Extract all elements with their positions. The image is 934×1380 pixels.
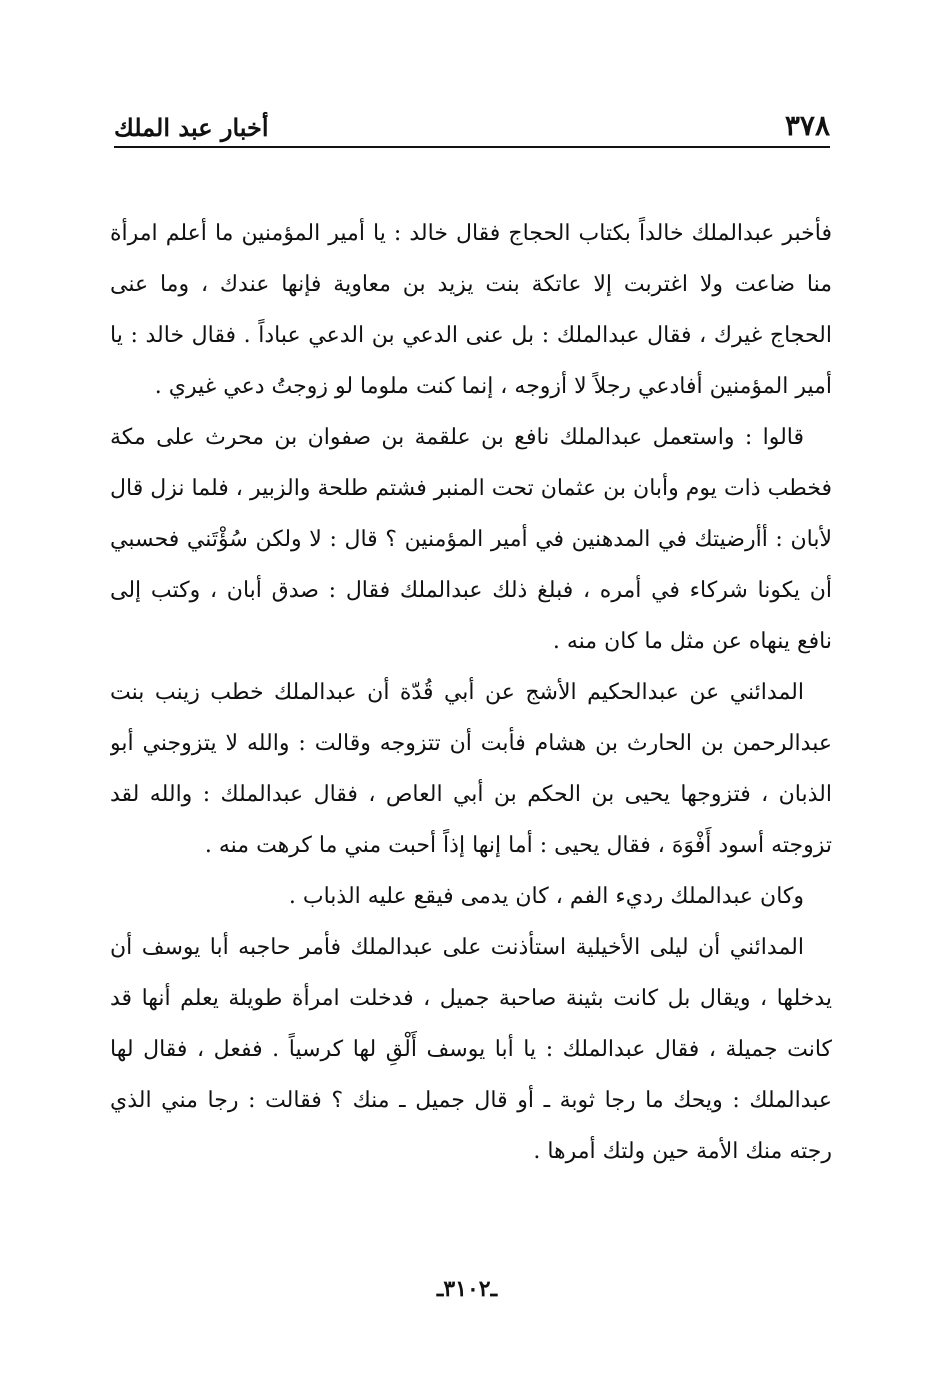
paragraph: وكان عبدالملك رديء الفم ، كان يدمى فيقع عليه الذباب . [288,884,804,909]
page-number: ٣٧٨ [784,109,830,142]
paragraph: فأخبر عبدالملك خالداً بكتاب الحجاج فقال خالد : يا أمير المؤمنين ما أعلم امرأة منا ضاعت ولا اغتربت إلا عاتكة بنت يزيد بن معاوية فإنها عندك ، وما عنى الحجاج غيرك ، فقال عبدالملك : بل عنى الدعي بن الدعي عباداً . فقال خالد : يا أمير المؤمنين أفادعي رجلاً لا أزوجه ، إنما كنت ملوما لو زوجتُ دعي غيري . [110,221,832,399]
running-title: أخبار عبد الملك [114,113,269,142]
paragraph: قالوا : واستعمل عبدالملك نافع بن علقمة بن صفوان بن محرث على مكة فخطب ذات يوم وأبان بن عثمان تحت المنبر فشتم طلحة والزبير ، فلما نزل قال لأبان : أأرضيتك في المدهنين في أمير المؤمنين ؟ قال : لا ولكن سُؤْتَني فحسبي أن يكونا شركاء في أمره ، فبلغ ذلك عبدالملك فقال : صدق أبان ، وكتب إلى نافع ينهاه عن مثل ما كان منه . [110,425,832,654]
paragraph: المدائني أن ليلى الأخيلية استأذنت على عبدالملك فأمر حاجبه أبا يوسف أن يدخلها ، ويقال بل كانت بثينة صاحبة جميل ، فدخلت امرأة طويلة يعلم أنها قد كانت جميلة ، فقال عبدالملك : يا أبا يوسف أَلْقِ لها كرسياً . ففعل ، فقال لها عبدالملك : ويحك ما رجا ثوبة ـ أو قال جميل ـ منك ؟ فقالت : رجا مني الذي رجته منك الأمة حين ولتك أمرها . [110,935,832,1164]
paragraph: المدائني عن عبدالحكيم الأشج عن أبي قُدّة أن عبدالملك خطب زينب بنت عبدالرحمن بن الحارث بن هشام فأبت أن تتزوجه وقالت : والله لا يتزوجني أبو الذبان ، فتزوجها يحيى بن الحكم بن أبي العاص ، فقال عبدالملك : والله لقد تزوجته أسود أَفْوَهَ ، فقال يحيى : أما إنها إذاً أحبت مني ما كرهت منه . [110,680,832,858]
body-text [110,208,832,1238]
footer-page-number: ـ٣١٠٢ـ [436,1276,498,1302]
running-header [114,104,830,148]
